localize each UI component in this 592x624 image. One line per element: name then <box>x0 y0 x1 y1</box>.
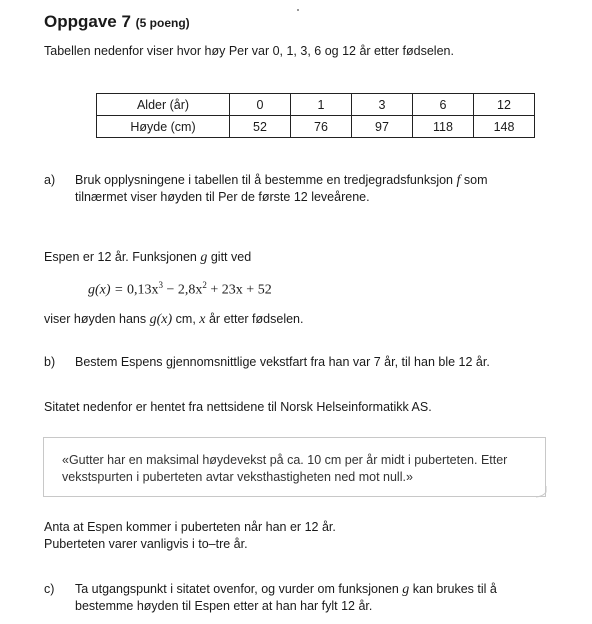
espen-var-g: g <box>200 250 208 265</box>
formula-term2: − 2,8x <box>163 282 203 298</box>
part-a-var-f: f <box>456 173 461 188</box>
page-curl-icon <box>534 486 548 498</box>
table-row <box>97 94 535 116</box>
espen-line3-start: viser høyden hans <box>44 312 147 326</box>
table-cell: 12 <box>474 94 535 116</box>
table-row <box>97 116 535 138</box>
task-title <box>44 12 190 32</box>
part-c-text <box>75 581 555 598</box>
table-cell-age-label: Alder (år) <box>97 94 230 116</box>
formula-g <box>88 280 272 299</box>
espen-line3 <box>44 311 303 328</box>
espen-line1-end: gitt ved <box>210 250 252 264</box>
part-a-label: a) <box>44 173 56 187</box>
espen-line3-mid: cm, <box>175 312 196 326</box>
formula-lhs: g(x) = <box>88 282 127 298</box>
espen-line1: Espen er 12 år. Funksjonen <box>44 250 197 264</box>
table-cell: 148 <box>474 116 535 138</box>
part-c-var-g: g <box>402 582 410 597</box>
quote-intro: Sitatet nedenfor er hentet fra nettsidene til Norsk Helseinformatikk AS. <box>44 400 432 414</box>
part-c-line1-end: kan brukes til å <box>412 582 497 596</box>
part-b-label: b) <box>44 355 56 369</box>
part-a-line1: Bruk opplysningene i tabellen til å bestemme en tredjegradsfunksjon <box>75 173 454 187</box>
table-cell: 52 <box>230 116 291 138</box>
task-title-text: Oppgave 7 <box>44 12 131 31</box>
espen-intro <box>44 249 251 266</box>
part-b-text: Bestem Espens gjennomsnittlige vekstfart fra han var 7 år, til han ble 12 år. <box>75 355 490 369</box>
table-cell: 118 <box>413 116 474 138</box>
part-c-label: c) <box>44 582 55 596</box>
table-cell: 3 <box>352 94 413 116</box>
after-line1: Anta at Espen kommer i puberteten når han er 12 år. <box>44 520 336 534</box>
part-c-line2: bestemme høyden til Espen etter at han har fylt 12 år. <box>75 599 373 613</box>
table-cell: 76 <box>291 116 352 138</box>
part-c-line1: Ta utgangspunkt i sitatet ovenfor, og vurder om funksjonen <box>75 582 399 596</box>
table-cell: 6 <box>413 94 474 116</box>
quote-text <box>62 452 537 486</box>
task-points: (5 poeng) <box>135 16 190 30</box>
table-cell: 0 <box>230 94 291 116</box>
quote-line1: «Gutter har en maksimal høydevekst på ca. 10 cm per år midt i puberteten. Etter <box>62 453 508 467</box>
espen-x: x <box>199 312 206 327</box>
stray-dot <box>297 9 299 11</box>
part-a-line1-end: som <box>463 173 488 187</box>
espen-line3-end: år etter fødselen. <box>208 312 304 326</box>
formula-exp2: 2 <box>202 280 207 290</box>
quote-line2: vekstspurten i puberteten avtar veksthastigheten ned mot null.» <box>62 470 413 484</box>
table-cell: 97 <box>352 116 413 138</box>
part-a-line2: tilnærmet viser høyden til Per de første 12 leveårene. <box>75 190 370 204</box>
formula-term1: 0,13x <box>127 282 159 298</box>
table-cell-height-label: Høyde (cm) <box>97 116 230 138</box>
espen-gx: g(x) <box>149 312 173 327</box>
table-cell: 1 <box>291 94 352 116</box>
height-table <box>96 93 535 138</box>
part-a-text <box>75 172 545 189</box>
formula-rest: + 23x + 52 <box>206 282 272 298</box>
after-line2: Puberteten varer vanligvis i to–tre år. <box>44 537 248 551</box>
formula-exp3: 3 <box>158 280 163 290</box>
task-intro: Tabellen nedenfor viser hvor høy Per var 0, 1, 3, 6 og 12 år etter fødselen. <box>44 44 454 58</box>
